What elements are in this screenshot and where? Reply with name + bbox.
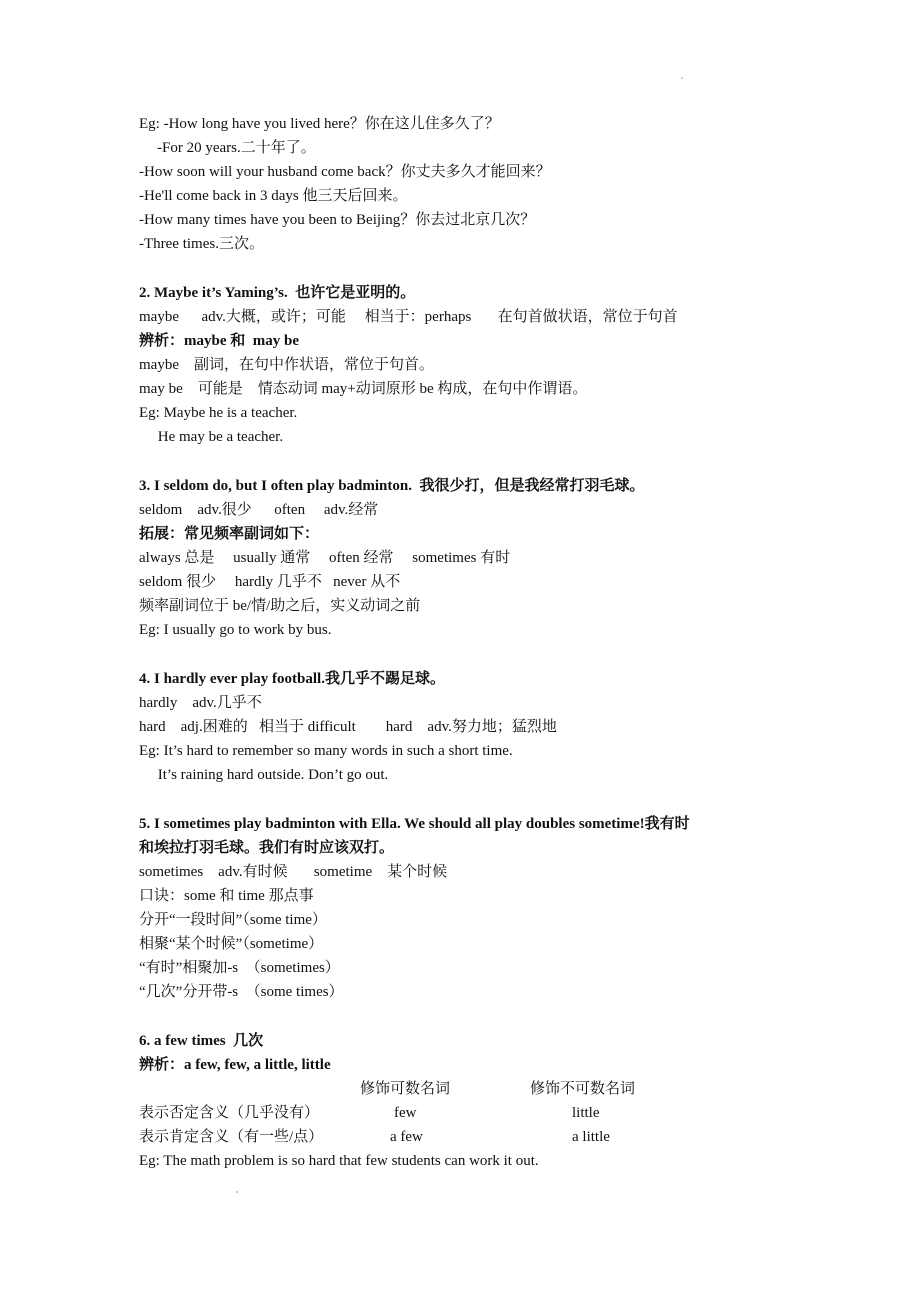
scan-speck [681,77,683,79]
note-line: 拓展：常见频率副词如下： [139,526,320,542]
note-line: “有时”相聚加-s （sometimes） [139,960,340,976]
note-line: He may be a teacher. [139,429,284,445]
note-line: seldom 很少 hardly 几乎不 never 从不 [139,574,401,590]
note-line: Eg: Maybe he is a teacher. [139,405,298,421]
section-title-continued: 和埃拉打羽毛球。我们有时应该双打。 [139,840,395,856]
table-header-countable: 修饰可数名词 [360,1081,451,1097]
note-line: hardly adv.几乎不 [139,695,262,711]
note-line: 相聚“某个时候”（sometime） [139,936,324,952]
scan-speck [236,1191,238,1193]
note-line: 频率副词位于 be/情/助之后，实义动词之前 [139,598,421,614]
table-row-label: 表示否定含义（几乎没有） [139,1105,320,1121]
table-cell: a little [572,1129,610,1145]
note-line: may be 可能是 情态动词 may+动词原形 be 构成，在句中作谓语。 [139,381,588,397]
section-title: 6. a few times 几次 [139,1033,264,1049]
eg-line: -He'll come back in 3 days 他三天后回来。 [139,188,408,204]
note-line: 辨析：maybe 和 may be [139,333,299,349]
note-line: Eg: It’s hard to remember so many words in such a short time. [139,743,513,759]
note-line: 辨析：a few, few, a little, little [139,1057,331,1073]
section-title: 2. Maybe it’s Yaming’s. 也许它是亚明的。 [139,285,416,301]
note-line: hard adj.困难的 相当于 difficult hard adv.努力地；猛烈地 [139,719,557,735]
note-line: It’s raining hard outside. Don’t go out. [139,767,389,783]
table-cell: little [572,1105,600,1121]
eg-line: -How many times have you been to Beijing？你去过北京几次？ [139,212,536,228]
table-cell: a few [390,1129,423,1145]
note-line: Eg: I usually go to work by bus. [139,622,332,638]
eg-line: Eg: The math problem is so hard that few students can work it out. [139,1153,539,1169]
eg-line: Eg: -How long have you lived here？你在这儿住多久了？ [139,116,500,132]
note-line: sometimes adv.有时候 sometime 某个时候 [139,864,448,880]
table-header-uncountable: 修饰不可数名词 [530,1081,636,1097]
table-row-label: 表示肯定含义（有一些/点） [139,1129,324,1145]
eg-line: -Three times.三次。 [139,236,264,252]
note-line: “几次”分开带-s （some times） [139,984,344,1000]
note-line: 分开“一段时间”（some time） [139,912,327,928]
note-line: seldom adv.很少 often adv.经常 [139,502,379,518]
eg-line: -For 20 years.二十年了。 [157,140,316,156]
note-line: maybe 副词，在句中作状语，常位于句首。 [139,357,434,373]
note-line: 口诀：some 和 time 那点事 [139,888,314,904]
section-title: 5. I sometimes play badminton with Ella. We should all play doubles sometime!我有时 [139,816,690,832]
section-title: 4. I hardly ever play football.我几乎不踢足球。 [139,671,445,687]
eg-line: -How soon will your husband come back？你丈夫多久才能回来？ [139,164,551,180]
section-title: 3. I seldom do, but I often play badminton. 我很少打，但是我经常打羽毛球。 [139,478,645,494]
note-line: maybe adv.大概，或许；可能 相当于：perhaps 在句首做状语，常位于句首 [139,309,678,325]
table-cell: few [394,1105,417,1121]
note-line: always 总是 usually 通常 often 经常 sometimes 有时 [139,550,511,566]
